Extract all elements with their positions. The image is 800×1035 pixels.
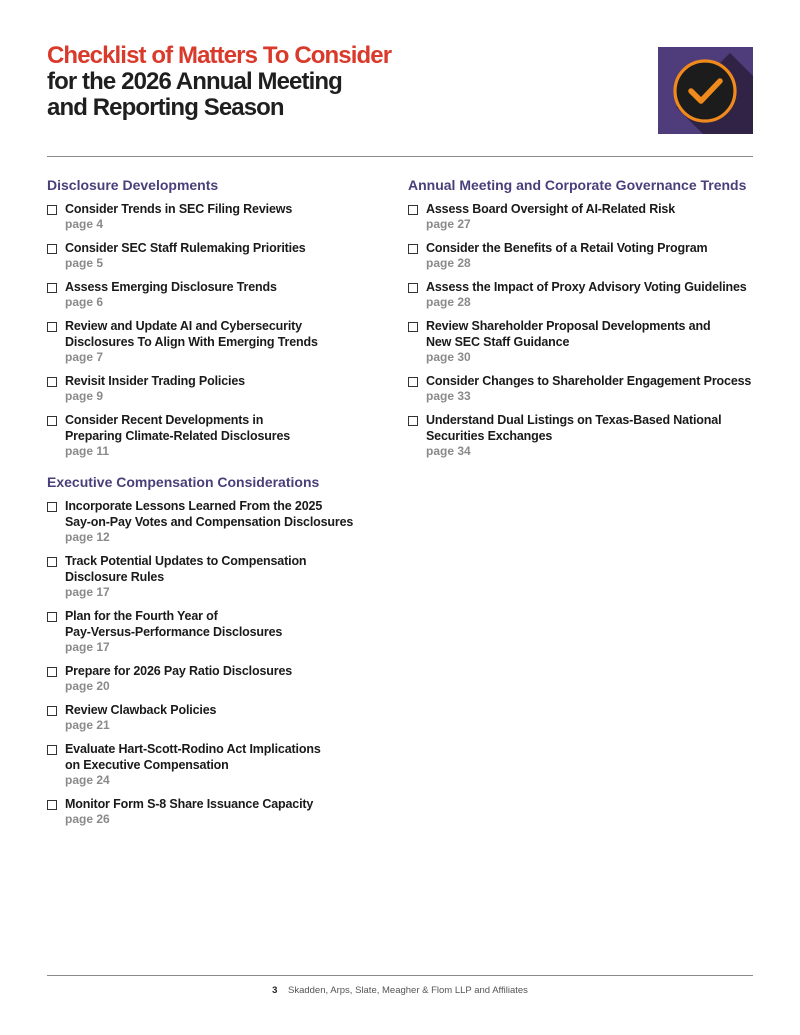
footer [0, 985, 800, 996]
checklist-item-title: Revisit Insider Trading Policies [65, 374, 245, 388]
title-line-2: for the 2026 Annual Meeting [47, 68, 342, 95]
checklist-item-page: page 28 [426, 256, 471, 270]
checkbox-icon[interactable] [47, 322, 57, 332]
checklist [408, 201, 758, 459]
checklist-item-page: page 21 [65, 718, 110, 732]
checklist-section [47, 473, 387, 827]
checklist-item-title: Review Clawback Policies [65, 703, 217, 717]
checklist-item-title: New SEC Staff Guidance [426, 335, 570, 349]
checklist-item [47, 553, 387, 600]
bottom-divider [47, 975, 753, 976]
checkbox-icon[interactable] [47, 205, 57, 215]
checklist-item-page: page 30 [426, 350, 471, 364]
checklist-item-page: page 7 [65, 350, 104, 364]
checkbox-icon[interactable] [47, 416, 57, 426]
checkbox-icon[interactable] [47, 667, 57, 677]
checklist [47, 498, 387, 827]
checklist-item-page: page 26 [65, 812, 110, 826]
checklist-item-title: Securities Exchanges [426, 429, 553, 443]
checklist-item-page: page 24 [65, 773, 110, 787]
checklist-item-title: on Executive Compensation [65, 758, 229, 772]
top-divider [47, 156, 753, 157]
checklist-item-page: page 17 [65, 640, 110, 654]
checklist-item [408, 373, 758, 404]
checklist-item [47, 373, 387, 404]
checklist-item-page: page 34 [426, 444, 471, 458]
checklist [47, 201, 387, 459]
checklist-item-page: page 11 [65, 444, 110, 458]
title-line-1: Checklist of Matters To Consider [47, 42, 392, 69]
checkbox-icon[interactable] [47, 502, 57, 512]
checklist-item [47, 608, 387, 655]
checklist-item-title: Plan for the Fourth Year of [65, 609, 218, 623]
checklist-item-page: page 6 [65, 295, 104, 309]
checklist-item-page: page 28 [426, 295, 471, 309]
checklist-item-page: page 20 [65, 679, 110, 693]
checklist-item [47, 663, 387, 694]
checkbox-icon[interactable] [47, 377, 57, 387]
checklist-item [47, 498, 387, 545]
checklist-item-title: Monitor Form S-8 Share Issuance Capacity [65, 797, 314, 811]
checklist-item [47, 702, 387, 733]
checklist-item [47, 741, 387, 788]
checklist-item-title: Incorporate Lessons Learned From the 2025 [65, 499, 323, 513]
checklist-item-title: Disclosures To Align With Emerging Trends [65, 335, 318, 349]
right-column [408, 176, 758, 467]
checklist-item-page: page 12 [65, 530, 110, 544]
left-column [47, 176, 387, 835]
checkbox-icon[interactable] [47, 745, 57, 755]
footer-firm-name: Skadden, Arps, Slate, Meagher & Flom LLP and Affiliates [288, 985, 528, 996]
checklist-item-page: page 4 [65, 217, 104, 231]
section-heading: Disclosure Developments [47, 177, 219, 193]
checklist-item-title: Assess the Impact of Proxy Advisory Voting Guidelines [426, 280, 747, 294]
checklist-section [47, 176, 387, 459]
checklist-item [408, 240, 758, 271]
checklist-item-title: Consider Changes to Shareholder Engagement Process [426, 374, 752, 388]
checklist-item-title: Consider the Benefits of a Retail Voting Program [426, 241, 708, 255]
checklist-item-title: Assess Emerging Disclosure Trends [65, 280, 277, 294]
checklist-item [408, 412, 758, 459]
checklist-item [47, 279, 387, 310]
checklist-item-title: Consider SEC Staff Rulemaking Priorities [65, 241, 306, 255]
checklist-item [47, 240, 387, 271]
checklist-item-title: Prepare for 2026 Pay Ratio Disclosures [65, 664, 293, 678]
checklist-item [47, 796, 387, 827]
checklist-item-title: Assess Board Oversight of AI-Related Risk [426, 202, 676, 216]
checklist-item-page: page 33 [426, 389, 471, 403]
checkmark-icon [658, 47, 753, 134]
checklist-item-title: Consider Trends in SEC Filing Reviews [65, 202, 293, 216]
checkbox-icon[interactable] [47, 283, 57, 293]
checkbox-icon[interactable] [47, 612, 57, 622]
checkbox-icon[interactable] [47, 706, 57, 716]
checklist-item-page: page 27 [426, 217, 471, 231]
checklist-section [408, 176, 758, 459]
checklist-item [47, 412, 387, 459]
checkbox-icon[interactable] [408, 377, 418, 387]
checklist-item-title: Consider Recent Developments in [65, 413, 264, 427]
checklist-item-title: Pay-Versus-Performance Disclosures [65, 625, 283, 639]
checkbox-icon[interactable] [47, 557, 57, 567]
checkbox-icon[interactable] [408, 205, 418, 215]
checklist-item-page: page 17 [65, 585, 110, 599]
checklist-item-title: Evaluate Hart-Scott-Rodino Act Implications [65, 742, 321, 756]
checkbox-icon[interactable] [408, 283, 418, 293]
page-title [47, 43, 391, 121]
checkbox-icon[interactable] [408, 244, 418, 254]
checklist-item [408, 201, 758, 232]
footer-page-number: 3 [272, 985, 278, 996]
checkbox-icon[interactable] [408, 416, 418, 426]
checklist-item-page: page 5 [65, 256, 104, 270]
checkbox-icon[interactable] [47, 800, 57, 810]
title-line-3: and Reporting Season [47, 94, 284, 121]
checklist-item-title: Track Potential Updates to Compensation [65, 554, 307, 568]
checklist-item-title: Say-on-Pay Votes and Compensation Disclosures [65, 515, 354, 529]
checklist-item-title: Preparing Climate-Related Disclosures [65, 429, 291, 443]
checklist-item [408, 279, 758, 310]
checklist-item [47, 318, 387, 365]
checklist-item [47, 201, 387, 232]
checklist-item-title: Review Shareholder Proposal Developments and [426, 319, 711, 333]
section-heading: Annual Meeting and Corporate Governance Trends [408, 177, 747, 193]
checklist-item-title: Understand Dual Listings on Texas-Based National [426, 413, 722, 427]
checklist-item-title: Review and Update AI and Cybersecurity [65, 319, 302, 333]
checkbox-icon[interactable] [47, 244, 57, 254]
checklist-item-page: page 9 [65, 389, 104, 403]
section-heading: Executive Compensation Considerations [47, 474, 320, 490]
checklist-item [408, 318, 758, 365]
checkbox-icon[interactable] [408, 322, 418, 332]
checklist-item-title: Disclosure Rules [65, 570, 165, 584]
